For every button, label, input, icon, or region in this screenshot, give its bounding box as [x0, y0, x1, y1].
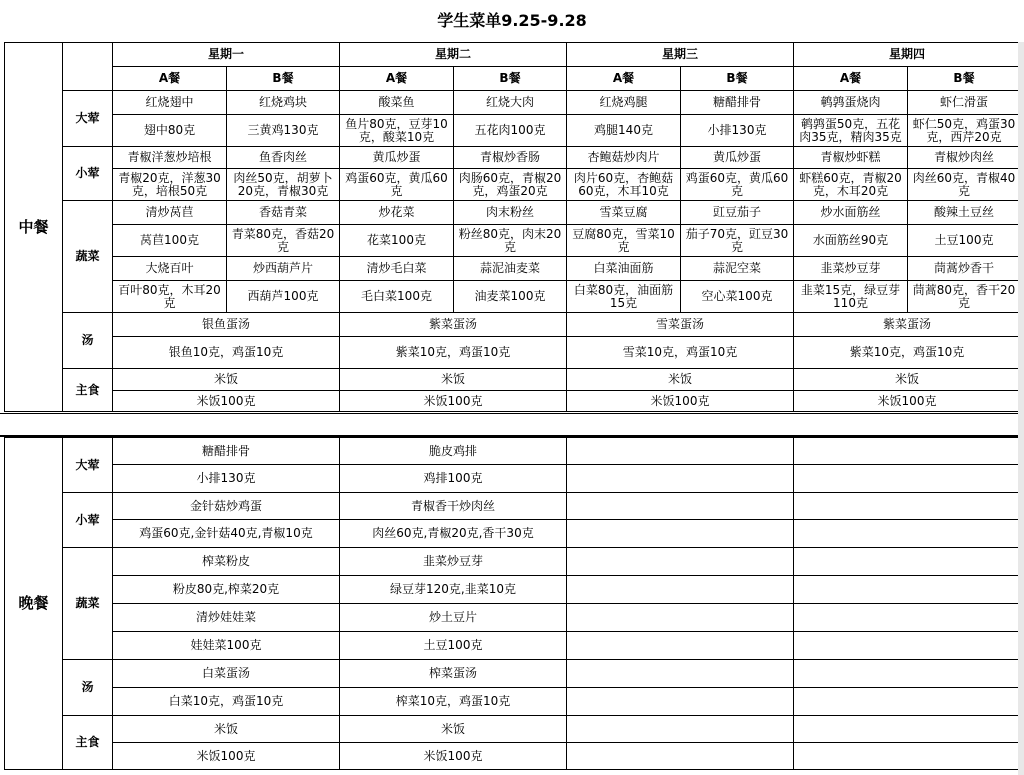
dish-quantity: 雪菜10克，鸡蛋10克	[567, 337, 794, 369]
day-header: 星期二	[340, 43, 567, 67]
dish-name: 红烧大肉	[454, 91, 567, 115]
dish-quantity: 鸡排100克	[340, 465, 567, 493]
dish-name: 米饭	[794, 369, 1021, 391]
empty-cell	[794, 493, 1021, 520]
dish-name: 韭菜炒豆芽	[794, 257, 908, 281]
empty-cell	[567, 716, 794, 743]
dish-quantity: 三黄鸡130克	[227, 115, 340, 147]
dish-quantity: 土豆100克	[908, 225, 1021, 257]
dish-quantity: 银鱼10克，鸡蛋10克	[113, 337, 340, 369]
meal-b-header: B餐	[227, 67, 340, 91]
dish-quantity: 鸡腿140克	[567, 115, 681, 147]
empty-cell	[567, 520, 794, 548]
dish-quantity: 粉丝80克，肉末20克	[454, 225, 567, 257]
dish-quantity: 五花肉100克	[454, 115, 567, 147]
dish-quantity: 茼蒿80克，香干20克	[908, 281, 1021, 313]
dish-name: 青椒炒肉丝	[908, 147, 1021, 169]
dish-name: 青椒炒虾糕	[794, 147, 908, 169]
lunch-label: 中餐	[5, 43, 63, 412]
meal-b-header: B餐	[454, 67, 567, 91]
dish-name: 清炒毛白菜	[340, 257, 454, 281]
empty-cell	[794, 465, 1021, 493]
dish-quantity: 肉丝50克，胡萝卜20克，青椒30克	[227, 169, 340, 201]
dish-name: 青椒炒香肠	[454, 147, 567, 169]
empty-cell	[567, 604, 794, 632]
dish-name: 糖醋排骨	[681, 91, 794, 115]
meal-b-header: B餐	[908, 67, 1021, 91]
category-label: 主食	[63, 369, 113, 412]
dish-name: 红烧翅中	[113, 91, 227, 115]
dish-name: 雪菜蛋汤	[567, 313, 794, 337]
dish-name: 炒花菜	[340, 201, 454, 225]
dish-quantity: 米饭100克	[340, 391, 567, 412]
dish-quantity: 百叶80克，木耳20克	[113, 281, 227, 313]
dish-quantity: 米饭100克	[340, 743, 567, 770]
empty-cell	[794, 660, 1021, 688]
dish-name: 杏鲍菇炒肉片	[567, 147, 681, 169]
dish-name: 黄瓜炒蛋	[340, 147, 454, 169]
dish-name: 白菜油面筋	[567, 257, 681, 281]
category-label: 汤	[63, 660, 113, 716]
empty-cell	[567, 632, 794, 660]
dish-quantity: 青菜80克，香菇20克	[227, 225, 340, 257]
dish-name: 银鱼蛋汤	[113, 313, 340, 337]
dish-name: 炒土豆片	[340, 604, 567, 632]
dish-quantity: 肉肠60克，青椒20克，鸡蛋20克	[454, 169, 567, 201]
dish-name: 米饭	[113, 716, 340, 743]
dish-name: 红烧鸡块	[227, 91, 340, 115]
dish-name: 米饭	[113, 369, 340, 391]
dish-quantity: 粉皮80克,榨菜20克	[113, 576, 340, 604]
dish-quantity: 榨菜10克，鸡蛋10克	[340, 688, 567, 716]
dish-quantity: 小排130克	[113, 465, 340, 493]
day-header: 星期三	[567, 43, 794, 67]
dish-quantity: 肉丝60克,青椒20克,香干30克	[340, 520, 567, 548]
dish-quantity: 莴苣100克	[113, 225, 227, 257]
dish-name: 榨菜蛋汤	[340, 660, 567, 688]
dish-quantity: 水面筋丝90克	[794, 225, 908, 257]
empty-cell	[567, 743, 794, 770]
dish-name: 清炒莴苣	[113, 201, 227, 225]
dish-name: 金针菇炒鸡蛋	[113, 493, 340, 520]
dish-name: 糖醋排骨	[113, 438, 340, 465]
dish-name: 炒西葫芦片	[227, 257, 340, 281]
dish-name: 虾仁滑蛋	[908, 91, 1021, 115]
category-label: 主食	[63, 716, 113, 770]
dish-name: 紫菜蛋汤	[340, 313, 567, 337]
day-header: 星期一	[113, 43, 340, 67]
dinner-label: 晚餐	[5, 438, 63, 770]
section-separator	[0, 413, 1024, 437]
dish-quantity: 茄子70克，豇豆30克	[681, 225, 794, 257]
empty-cell	[794, 716, 1021, 743]
category-label: 大荤	[63, 438, 113, 493]
dish-name: 青椒香干炒肉丝	[340, 493, 567, 520]
dinner-menu-table	[4, 437, 1021, 770]
meal-a-header: A餐	[794, 67, 908, 91]
dish-quantity: 紫菜10克，鸡蛋10克	[794, 337, 1021, 369]
dish-name: 紫菜蛋汤	[794, 313, 1021, 337]
dish-quantity: 米饭100克	[113, 743, 340, 770]
dish-quantity: 白菜80克，油面筋15克	[567, 281, 681, 313]
empty-cell	[794, 743, 1021, 770]
dish-quantity: 西葫芦100克	[227, 281, 340, 313]
empty-cell	[567, 660, 794, 688]
empty-cell	[567, 576, 794, 604]
meal-b-header: B餐	[681, 67, 794, 91]
dish-name: 白菜蛋汤	[113, 660, 340, 688]
dish-name: 榨菜粉皮	[113, 548, 340, 576]
dish-name: 酸辣土豆丝	[908, 201, 1021, 225]
dish-name: 蒜泥空菜	[681, 257, 794, 281]
dish-quantity: 油麦菜100克	[454, 281, 567, 313]
empty-cell	[794, 632, 1021, 660]
dish-quantity: 肉片60克，杏鲍菇60克，木耳10克	[567, 169, 681, 201]
day-header: 星期四	[794, 43, 1021, 67]
empty-cell	[794, 520, 1021, 548]
empty-cell	[794, 604, 1021, 632]
empty-cell	[567, 493, 794, 520]
dish-quantity: 虾仁50克，鸡蛋30克，西芹20克	[908, 115, 1021, 147]
dish-quantity: 鸡蛋60克，黄瓜60克	[340, 169, 454, 201]
dish-name: 米饭	[567, 369, 794, 391]
category-label: 汤	[63, 313, 113, 369]
dish-quantity: 空心菜100克	[681, 281, 794, 313]
empty-cell	[567, 465, 794, 493]
page-title: 学生菜单9.25-9.28	[437, 11, 587, 30]
window-edge	[1018, 42, 1024, 775]
dish-name: 大烧百叶	[113, 257, 227, 281]
dish-name: 蒜泥油麦菜	[454, 257, 567, 281]
dish-quantity: 娃娃菜100克	[113, 632, 340, 660]
lunch-menu-table	[4, 42, 1021, 412]
dish-name: 茼蒿炒香干	[908, 257, 1021, 281]
dish-quantity: 韭菜15克，绿豆芽110克	[794, 281, 908, 313]
dish-quantity: 毛白菜100克	[340, 281, 454, 313]
meal-a-header: A餐	[340, 67, 454, 91]
category-label: 蔬菜	[63, 548, 113, 660]
dish-name: 肉末粉丝	[454, 201, 567, 225]
category-label: 小荤	[63, 493, 113, 548]
category-label: 小荤	[63, 147, 113, 201]
dish-name: 红烧鸡腿	[567, 91, 681, 115]
empty-cell	[794, 576, 1021, 604]
empty-cell	[794, 438, 1021, 465]
dish-name: 脆皮鸡排	[340, 438, 567, 465]
dish-quantity: 豆腐80克，雪菜10克	[567, 225, 681, 257]
dish-name: 米饭	[340, 369, 567, 391]
dish-quantity: 鹌鹑蛋50克，五花肉35克，精肉35克	[794, 115, 908, 147]
dish-quantity: 肉丝60克，青椒40克	[908, 169, 1021, 201]
dish-name: 炒水面筋丝	[794, 201, 908, 225]
dish-name: 清炒娃娃菜	[113, 604, 340, 632]
empty-cell	[567, 548, 794, 576]
dish-quantity: 绿豆芽120克,韭菜10克	[340, 576, 567, 604]
dish-name: 鹌鹑蛋烧肉	[794, 91, 908, 115]
empty-cell	[794, 688, 1021, 716]
dish-quantity: 米饭100克	[794, 391, 1021, 412]
header-blank	[63, 43, 113, 91]
dish-name: 韭菜炒豆芽	[340, 548, 567, 576]
dish-quantity: 白菜10克，鸡蛋10克	[113, 688, 340, 716]
category-label: 蔬菜	[63, 201, 113, 313]
meal-a-header: A餐	[567, 67, 681, 91]
empty-cell	[567, 688, 794, 716]
meal-a-header: A餐	[113, 67, 227, 91]
dish-quantity: 鱼片80克，豆芽10克，酸菜10克	[340, 115, 454, 147]
dish-name: 米饭	[340, 716, 567, 743]
dish-quantity: 小排130克	[681, 115, 794, 147]
dish-name: 酸菜鱼	[340, 91, 454, 115]
dish-quantity: 翅中80克	[113, 115, 227, 147]
dish-name: 雪菜豆腐	[567, 201, 681, 225]
dish-name: 鱼香肉丝	[227, 147, 340, 169]
dish-quantity: 虾糕60克，青椒20克，木耳20克	[794, 169, 908, 201]
dish-name: 青椒洋葱炒培根	[113, 147, 227, 169]
dish-quantity: 花菜100克	[340, 225, 454, 257]
empty-cell	[794, 548, 1021, 576]
dish-name: 香菇青菜	[227, 201, 340, 225]
dish-quantity: 鸡蛋60克，黄瓜60克	[681, 169, 794, 201]
dish-name: 黄瓜炒蛋	[681, 147, 794, 169]
dish-name: 豇豆茄子	[681, 201, 794, 225]
dish-quantity: 土豆100克	[340, 632, 567, 660]
dish-quantity: 米饭100克	[113, 391, 340, 412]
empty-cell	[567, 438, 794, 465]
dish-quantity: 青椒20克，洋葱30克，培根50克	[113, 169, 227, 201]
dish-quantity: 米饭100克	[567, 391, 794, 412]
dish-quantity: 鸡蛋60克,金针菇40克,青椒10克	[113, 520, 340, 548]
dish-quantity: 紫菜10克，鸡蛋10克	[340, 337, 567, 369]
category-label: 大荤	[63, 91, 113, 147]
